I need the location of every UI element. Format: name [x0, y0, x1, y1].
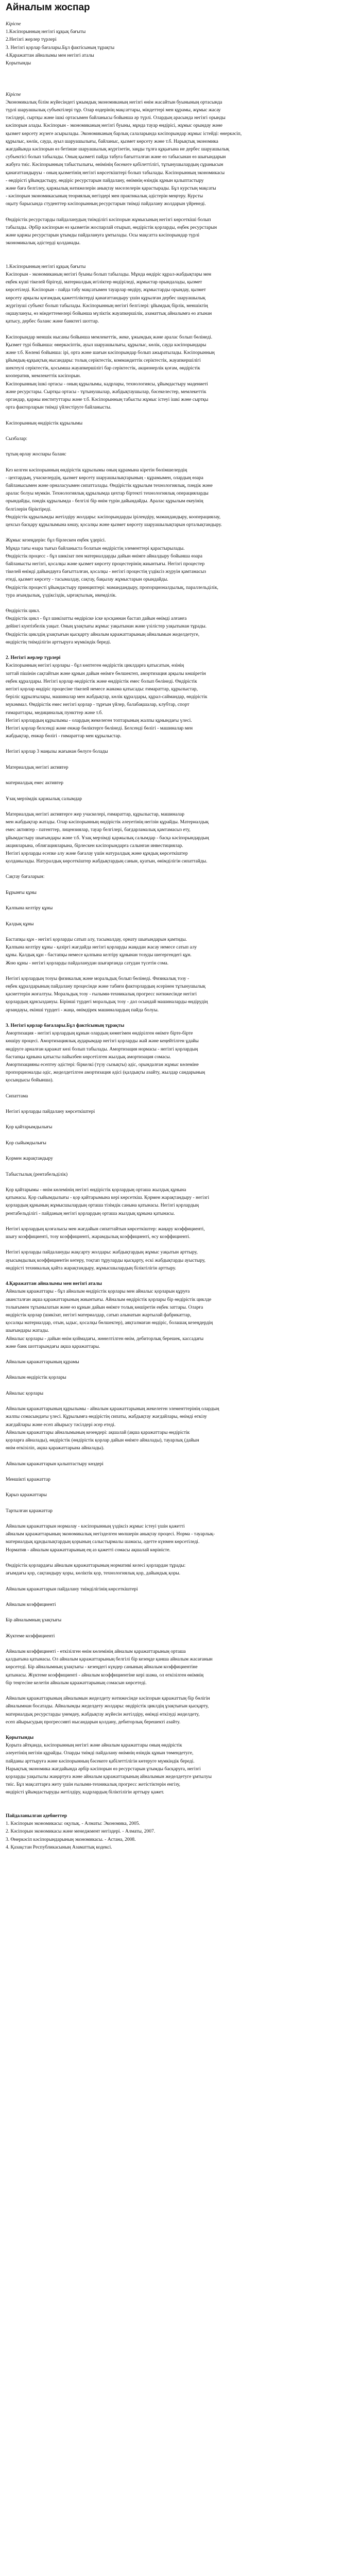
text-line: қатынасы. Қор сыйымдылығы - қор қайтарымына кері көрсеткіш. Қормен жарақтандыру - негізгі: [6, 1195, 210, 1201]
blank-line: [6, 600, 356, 607]
text-line: цехсыз басқару құрылымына көшу, қосалқы және қызмет көрсету шаруашылықтарын орталықтандыру.: [6, 522, 222, 528]
text-line: 4.Қаражаттан айналымы мен негізгі аталы: [6, 53, 94, 58]
text-line: Өндірістік құрылымды жетілдіру жолдары: кәсіпорындарды ірілендіру, мамандандыру, кооперациялау,: [6, 514, 221, 520]
text-line: - өндірісті ұйымдастыру, өндіріс ресурстарын пайдалану, өнімнің өзіндік құнын қалыптастыру: [6, 178, 204, 183]
text-line: емес активтер - патенттер, лицензиялар, тауар белгілері, бағдарламалық қамтамасыз ету,: [6, 827, 191, 833]
text-line: Мұнда тағы өзара тығыз байланыста болатын өндірістің элементтері қарастырылады.: [6, 546, 185, 551]
blank-line: [6, 1382, 356, 1390]
text-line: дейінгі күнтізбелік уақыт. Оның ұзақтығы жұмыс уақытынан және үзілістер уақытынан тұрады.: [6, 624, 207, 630]
text-line: Қарыз қаражаттары: [6, 1493, 47, 1498]
blank-line: [6, 1515, 356, 1523]
text-line: Кез келген кәсіпорынның өндірістік құрылымы оның құрамына кіретін бөлімшелердің: [6, 467, 187, 473]
text-line: аралас болуы мүмкін. Технологиялық құрылымда цехтар біртекті технологиялық операцияларды: [6, 491, 209, 497]
text-line: тура ағындылық, үздіксіздік, ырғақтылық, икемділік.: [6, 592, 117, 598]
text-line: Айналым қаражаттарын пайдалану тиімділігінің көрсеткіштері: [6, 1586, 138, 1592]
text-line: Экономикалық білім жүйесіндегі ұжымдық экономиканың негізгі өнім жасайтын буынының ортасында: [6, 99, 222, 105]
blank-line: [6, 75, 356, 83]
text-line: материалдық құндылықтардың қорының салыстырмалы шамасы, әдетте күнмен көрсетіледі.: [6, 1539, 200, 1545]
text-line: ұйымдық-құқықтық нысандары: толық серіктестік, коммандиттік серіктестік, жауапкершілігі: [6, 358, 201, 364]
text-line: қорларға айналады), өндірістік (өндірістік қорлар дайын өнімге айналады), тауарлық (дайын: [6, 1437, 199, 1443]
text-line: қанағаттандыруы - оның қызметінің негізгі көрсеткіштері болып табылады. Кәсіпорынның экономикасы: [6, 170, 225, 176]
text-line: тиіс. Бұл мақсаттарға жету үшін ғылыми-техникалық прогресс жетістіктерін енгізу,: [6, 1782, 181, 1788]
text-line: 2.Негізгі жерлер түрлері: [6, 37, 57, 43]
text-line: Тартылған қаражаттар: [6, 1508, 53, 1514]
blank-line: [6, 1147, 356, 1155]
blank-line: [6, 866, 356, 873]
text-line: Бастапқы құн - негізгі қорларды сатып алу, тасымалдау, орнату шығындарын қамтиды.: [6, 937, 187, 942]
text-line: Өндірістік процесті ұйымдастыру принциптері: мамандандыру, пропорционалдылық, параллельділік,: [6, 585, 218, 590]
text-line: әлеуетінің негізін құрайды. Оларды тиімді пайдалану өнімнің өзіндік құнын төмендетуге,: [6, 1751, 194, 1756]
text-line: Сипаттама: [6, 1093, 28, 1099]
text-line: мүкәммал. Өндірістік емес негізгі қорлар - тұрғын үйлер, балабақшалар, клубтар, спорт: [6, 702, 190, 708]
text-line: 2. Кәсіпорын экономикасы және менеджмент негіздері. - Алматы, 2007.: [6, 1829, 156, 1835]
text-line: шығындары жатады.: [6, 1328, 49, 1334]
text-line: арзандауы, екінші түрдегі - жаңа, өнімдірек машиналардың пайда болуы.: [6, 1007, 159, 1013]
blank-line: [6, 1624, 356, 1632]
blank-line: [6, 209, 356, 216]
blank-line: [6, 1179, 356, 1187]
text-line: Өндірістік циклдің ұзақтығын қысқарту айналым қаражаттарының айналымын жеделдетуге,: [6, 632, 200, 637]
text-line: көшіру процесі. Амортизациялық аударымдар негізгі қорларды жай және кеңейтілген ұдайы: [6, 1039, 199, 1044]
blank-line: [6, 67, 356, 75]
text-line: Өндірістік процесс - бұл шикізат пен материалдарды дайын өнімге айналдыру бойынша өзара: [6, 553, 203, 559]
blank-line: [6, 1468, 356, 1476]
text-line: орындайды, пәндік құрылымда - белгілі бір өнім түрін дайындайды. Аралас құрылым екеуінің: [6, 499, 203, 504]
blank-line: [6, 882, 356, 889]
blank-line: [6, 1609, 356, 1617]
text-line: Айналым коэффициенті: [6, 1602, 56, 1607]
blank-line: [6, 756, 356, 764]
text-line: Кәсіпорынның ішкі ортасы - оның құрылымы, кадрлары, технологиясы, ұйымдастыру мәдениеті: [6, 381, 208, 387]
blank-line: [6, 912, 356, 920]
text-line: кәсіпорын алады. Кәсіпорын - экономиканың негізгі буыны, мұнда тауар өндірісі, жұмыс орындау және: [6, 123, 222, 129]
text-line: Қор қайтарымдылығы: [6, 1125, 53, 1130]
text-line: Айналым қаражаттарын нормалау - кәсіпорынның үздіксіз жұмыс істеуі үшін қажетті: [6, 1524, 185, 1529]
text-line: қорларды уақытылы жаңартуға және айналым қаражаттарының айналымын жеделдетуге ұмтылуы: [6, 1774, 212, 1780]
text-line: түрлі шаруашылық субъектілері тұр. Олар өздерінің мақсаттары, міндеттері мен құрамы, жұмыс жасау: [6, 108, 221, 113]
text-line: айналымнан босатады. Айналымды жеделдету жолдары: өндірістік циклдің ұзақтығын қысқарту,: [6, 1704, 209, 1709]
text-line: жүргізуші субъект болып табылады. Кәсіпорынның негізгі белгілері: ұйымдық бірлік, меншіктің: [6, 303, 208, 309]
text-line: жағдайында кәсіпорын өз бетінше шаруашылық жүргізетін, заңды тұлға құқығына ие дербес шаруашылық: [6, 147, 230, 152]
text-line: Қор қайтарымы - өнім көлемінің негізгі өндірістік қорлардың орташа жылдық құнына: [6, 1187, 186, 1193]
text-line: еңбек құралдарының пайдалану процесінде және табиғи факторлардың әсерінен тұтынушылық: [6, 984, 206, 990]
blank-line: [6, 1687, 356, 1695]
text-line: Айналым қаражаттарының құрамы: [6, 1360, 79, 1365]
text-line: Өндірістік цикл.: [6, 608, 40, 614]
blank-line: [6, 1163, 356, 1171]
text-line: өндірістік қорлар (шикізат, негізгі материалдар, сатып алынатын жартылай фабрикаттар,: [6, 1312, 192, 1318]
text-line: заттай пішінін сақтайтын және құнын дайын өнімге бөлшектеп, амортизация арқылы көшіретін: [6, 671, 206, 676]
text-line: Жою құны - негізгі қорларды пайдаланудан шығарғанда сатудан түсетін сома.: [6, 960, 169, 966]
text-line: 3. Негізгі қорлар бағалары.Бұл фактісының тұрақты: [6, 45, 115, 50]
blank-line: [6, 787, 356, 795]
blank-line: [6, 740, 356, 748]
text-line: Меншікті қаражаттар: [6, 1477, 50, 1482]
section-heading: Қорытынды: [6, 1735, 34, 1741]
blank-line: [6, 1100, 356, 1108]
text-line: экономикалық әдістерді қолданады.: [6, 241, 81, 246]
text-line: шығу коэффициенті, тозу коэффициенті, жарамдылық коэффициенті, өсу коэффициенті.: [6, 1234, 191, 1240]
text-line: өндірісті техникалық қайта жарақтандыру, жұмысшылардың біліктілігін арттыру.: [6, 1265, 176, 1271]
text-line: қалдығына қатынасы. Ол айналым қаражаттарының белгілі бір кезеңде қанша айналым жасағанын: [6, 1657, 213, 1663]
text-line: Негізгі қорлар белсенді және енжар бөліктерге бөлінеді. Белсенді бөлігі - машиналар мен: [6, 725, 193, 731]
text-line: Негізгі қорлардың тозуы физикалық және моральдық болып бөлінеді. Физикалық тозу -: [6, 976, 190, 981]
text-line: көрсетіледі. Кәсіпорын - пайда табу мақсатымен тауарлар өндіру, жұмыстарды орындау, қызмет: [6, 287, 206, 293]
text-line: Негізгі қорларды пайдалануды жақсарту жолдары: жабдықтардың жұмыс уақытын арттыру,: [6, 1250, 198, 1256]
text-line: Қалпына келтіру құны: [6, 906, 53, 911]
text-line: Қорыта айтқанда, кәсіпорынның негізгі және айналым қаражаттары оның өндірістік: [6, 1743, 182, 1749]
text-line: ағымдағы қор, сақтандыру қоры, көліктік қор, технологиялық қор, дайындық қоры.: [6, 1571, 181, 1577]
text-line: Амортизацияны есептеу әдістері: біркелкі (түзу сызықты) әдіс, орындалған жұмыс көлеміне: [6, 1062, 199, 1067]
blank-line: [6, 83, 356, 91]
text-line: етеді, қызмет көрсету - тасымалдау, сақтау, бақылау жұмыстарын орындайды.: [6, 577, 168, 583]
text-line: мен жабдықтар жатады. Олар кәсіпорынның өндірістік әлеуетінің негізін құрайды. Материалдық: [6, 820, 209, 825]
text-line: Айналым қаражаттары - бұл айналым өндірістік қорлары мен айналыс қорларын құруға: [6, 1289, 190, 1295]
text-line: толығымен тұтынылатын және өз құнын дайын өнімге толық көшіретін еңбек заттары. Оларға: [6, 1304, 203, 1310]
text-line: 3. Өнеркәсіп кәсіпорындарының экономикасы. - Астана, 2008.: [6, 1837, 136, 1842]
blank-line: [6, 247, 356, 255]
text-line: Негізгі қорлардың қозғалысы мен жағдайын сипаттайтын көрсеткіштер: жаңару коэффициенті,: [6, 1226, 205, 1232]
text-line: Кәсіпорынның негізгі қорлары - бұл көптеген өндірістік циклдарға қатысатын, өзінің: [6, 663, 184, 669]
text-line: Бір айналымның ұзақтығы: [6, 1618, 62, 1623]
text-line: 1.Кәсіпорынның негізгі құқық бағыты: [6, 29, 86, 35]
text-line: Қалпына келтіру құны - қазіргі жағдайда негізгі қорларды жаңадан жасау немесе сатып алу: [6, 945, 197, 951]
blank-line: [6, 1366, 356, 1374]
text-line: авансталған ақша қаражаттарының жиынтығы. Айналым өндірістік қорлары бір өндірістік циклде: [6, 1297, 212, 1302]
text-line: Норматив - айналым қаражаттарының ең аз қажетті сомасы ақшалай көріністе.: [6, 1547, 171, 1553]
text-line: Материалдық негізгі активтерге жер учаскелері, ғимараттар, құрылыстар, машиналар: [6, 811, 184, 817]
text-line: көрсетеді. Бір айналымның ұзақтығы - кезеңдегі күндер санының айналым коэффициентіне: [6, 1665, 198, 1670]
blank-line: [6, 1116, 356, 1124]
blank-line: [6, 529, 356, 537]
text-line: оқшаулануы, өз міндеттемелері бойынша мүліктік жауапкершілік, азаматтық айналымға өз атынан: [6, 311, 212, 316]
blank-line: [6, 772, 356, 779]
text-line: Сызбалар:: [6, 436, 27, 442]
text-line: пропорционалды әдіс, жеделдетілген амортизация әдісі (қалдықты азайту, жылдар сандарының: [6, 1070, 205, 1076]
text-line: орта факторларын тиімді үйлестіруге байланысты.: [6, 405, 112, 411]
page-title: Айналым жоспар: [6, 2, 90, 13]
text-line: Негізгі қорлар 3 маңызы жағынан бөлуге болады: [6, 749, 108, 755]
text-line: Айналым коэффициенті - өткізілген өнім көлемінің айналым қаражаттарының орташа: [6, 1649, 186, 1654]
text-line: кооператив, мемлекеттік кәсіпорын.: [6, 374, 81, 379]
blank-line: [6, 928, 356, 936]
text-line: материалдық емес активтер: [6, 781, 63, 786]
text-line: бастапқы құнына қатысты пайызбен көрсетілген жылдық амортизация сомасы.: [6, 1054, 171, 1060]
text-line: акцияларына, облигацияларына, бірлескен кәсіпорындарға салынған инвестициялар.: [6, 843, 183, 849]
document-body: [6, 21, 356, 1852]
text-line: Сақтау бағаларын:: [6, 874, 45, 880]
text-line: Айналым қаражаттарының айналымын жеделдету нәтижесінде кәсіпорын қаражаттың бір бөлігін: [6, 1696, 210, 1702]
text-line: қолданылады. Натуралдық көрсеткіштер жабдықтардың санын, қуатын, өнімділігін сипаттайды.: [6, 859, 208, 865]
text-line: Негізгі қорларды пайдалану көрсеткіштері: [6, 1109, 95, 1115]
blank-line: [6, 897, 356, 905]
text-line: Кіріспе: [6, 92, 21, 97]
text-line: және қаржы ресурстарын ұтымды пайдалануға ұмтылады. Осы мақсатта кәсіпорындар түрлі: [6, 233, 200, 239]
text-line: еңбек құралдары. Негізгі қорлар өндірістік және өндірістік емес болып бөлінеді. Өндірістік: [6, 679, 197, 684]
blank-line: [6, 1726, 356, 1734]
text-line: материалдық ресурстарды үнемдеу, жабдықтау жүйесін жетілдіру, өнімді өткізуді жеделдету,: [6, 1711, 200, 1717]
text-line: пайданы арттыруға және кәсіпорынның бәсекеге қабілеттілігін көтеруге мүмкіндік береді.: [6, 1758, 195, 1764]
section-heading: Пайдаланылған әдебиеттер: [6, 1813, 67, 1819]
text-line: Өндірістік қорлардағы айналым қаражаттарының нормативі келесі қорлардан тұрады:: [6, 1563, 186, 1568]
text-line: қорлардың құнсыздануы. Бірінші түрдегі моральдық тозу - дәл осындай машиналарды өндірудің: [6, 999, 208, 1005]
blank-line: [6, 428, 356, 435]
text-line: Қорытынды: [6, 60, 31, 66]
blank-line: [6, 1014, 356, 1022]
text-line: Өндірістік цикл - бұл шикізатты өндіріске іске қосқаннан бастап дайын өнімді алғанға: [6, 616, 187, 622]
text-line: айналым қаражаттарының экономикалық негізделген мөлшерін анықтау процесі. Норма - тауарлық-: [6, 1532, 215, 1537]
text-line: Негізгі қорларды есепке алу және бағалау үшін натуралдық және құндық көрсеткіштер: [6, 851, 188, 856]
text-line: жабдықтар, енжар бөлігі - ғимараттар мен құрылыстар.: [6, 734, 122, 739]
text-line: Кәсіпорынның өндірістік құрылымы: [6, 420, 83, 426]
blank-line: [6, 1499, 356, 1507]
blank-line: [6, 256, 356, 263]
blank-line: [6, 1578, 356, 1585]
text-line: байланысымен және орналасуымен сипатталады. Өндірістік құрылым технологиялық, пәндік және: [6, 483, 213, 489]
text-line: және ресурстары. Сыртқы ортасы - тұтынушылар, жабдықтаушылар, бәсекелестер, мемлекеттік: [6, 389, 207, 395]
text-line: Айналым өндірістік қорлары: [6, 1375, 66, 1381]
text-line: тікелей өнімді дайындауға бағытталған, қосалқы - негізгі процестің үздіксіз жүруін қамтамасыз: [6, 569, 207, 575]
text-line: - цехтардың, учаскелердің, қызмет көрсету шаруашылықтарының - құрамымен, олардың өзара: [6, 475, 203, 481]
text-line: Табыстылық (рентабельділік): [6, 1172, 68, 1177]
text-line: 1.Кәсіпорынның негізгі құқық бағыты: [6, 264, 86, 269]
text-line: және банк шоттарындағы ақша қаражаттары.: [6, 1344, 100, 1349]
text-line: тәсілдері, сыртқы және ішкі ортасымен байланысы бойынша әр түрлі. Олардың арасында негізгі орынды: [6, 115, 226, 121]
text-line: құны. Қалдық құн - бастапқы немесе қалпына келтіру құнынан тозуды шегергендегі құн.: [6, 953, 192, 958]
text-line: Нарықтық экономика жағдайында әрбір кәсіпорын өз ресурстарын ұтымды басқаруға, негізгі: [6, 1766, 201, 1772]
blank-line: [6, 412, 356, 419]
text-line: Айналым қаражаттарын қалыптастыру көздері: [6, 1461, 104, 1467]
text-line: Айналым қаражаттарының құрылымы - айналым қаражаттарының жекелеген элементтерінің олардың: [6, 1406, 219, 1412]
text-line: 4. Қазақстан Республикасының Азаматтық кодексі.: [6, 1844, 112, 1850]
text-line: бір теңгесіне келетін айналым қаражаттарының сомасын көрсетеді.: [6, 1680, 147, 1686]
blank-line: [6, 1273, 356, 1280]
text-line: Өндірістік ресурстарды пайдаланудың тиімділігі кәсіпорын жұмысының негізгі көрсеткіші болып: [6, 217, 211, 223]
blank-line: [6, 1085, 356, 1093]
text-line: Қормен жарақтандыру: [6, 1156, 53, 1162]
text-line: Айналым қаражаттары айналымының кезеңдері: ақшалай (ақша қаражаттары өндірістік: [6, 1430, 190, 1435]
text-line: Негізгі қорлардың құрылымы - олардың жекелеген топтарының жалпы құнындағы үлесі.: [6, 718, 192, 723]
text-line: Кәсіпорын - экономиканың негізгі буыны болып табылады. Мұнда өндіріс құрал-жабдықтары мен: [6, 272, 212, 277]
text-line: Айналыс қорлары: [6, 1391, 44, 1396]
text-line: субъектісі болып табылады. Оның қызметі пайда табуға бағытталған және өз табысынан өз шығындарын: [6, 155, 226, 160]
text-line: Бұрынғы құны: [6, 890, 37, 895]
text-line: табылады. Әрбір кәсіпорын өз қызметін жоспарлай отырып, өндірістік қорларды, еңбек ресурстарын: [6, 225, 217, 230]
blank-line: [6, 1640, 356, 1648]
text-line: қорлардың құнының жұмысшылардың орташа тізімдік санына қатынасы. Негізгі қорлардың: [6, 1203, 199, 1209]
blank-line: [6, 1594, 356, 1601]
text-line: жағдайлары және есеп айырысу тәсілдері әсер етеді.: [6, 1422, 116, 1428]
text-line: оқыту барысында студенттер кәсіпорынның ресурстарын тиімді пайдалану жолдарын үйренеді.: [6, 201, 206, 207]
section-heading: 3. Негізгі қорлар бағалары.Бұл фактісының тұрақты: [6, 1023, 125, 1028]
text-line: ауысымдылық коэффициентін көтеру, тоқтап тұруларды қысқарту, ескі жабдықтарды ауыстыру,: [6, 1258, 205, 1263]
blank-line: [6, 443, 356, 451]
text-line: өндірістің тиімділігін арттыруға мүмкіндік береді.: [6, 639, 111, 645]
text-line: қосалқы материалдар, отын, ыдыс, қосалқы бөлшектер), аяқталмаған өндіріс, болашақ кезеңдердің: [6, 1320, 213, 1326]
blank-line: [6, 647, 356, 654]
text-line: қатысу, дербес баланс және банктегі шоттар.: [6, 319, 99, 325]
blank-line: [6, 1452, 356, 1460]
text-line: өнім өткізіліп, ақша қаражаттарына айналады).: [6, 1446, 105, 1451]
text-line: Кәсіпорындар меншік нысаны бойынша мемлекеттік, жеке, ұжымдық және аралас болып бөлінеді.: [6, 334, 213, 340]
text-line: Материалдық негізгі активтер: [6, 765, 68, 770]
text-line: белгілерін біріктіреді.: [6, 506, 51, 512]
blank-line: [6, 459, 356, 467]
text-line: 1. Кәсіпорын экономикасы: оқулық. - Алматы: Экономика, 2005.: [6, 1821, 140, 1827]
text-line: есеп айырысудың прогрессивті нысандарын қолдану, дебиторлық берешекті азайту.: [6, 1719, 181, 1725]
section-heading: 2. Негізгі жерлер түрлері: [6, 655, 61, 661]
text-line: Ұзақ мерзімдік қаржылық салымдар: [6, 796, 82, 802]
text-line: беріліс құрылғылары, машиналар мен жабдықтар, көлік құралдары, құрал-саймандар, өндірістік: [6, 694, 208, 700]
text-line: құрылыс, көлік, сауда, ауыл шаруашылығы, байланыс, қызмет көрсету және т.б. Нарықтық экономика: [6, 139, 218, 144]
text-line: қасиеттерін жоғалтуы. Моральдық тозу - ғылыми-техникалық прогресс нәтижесінде негізгі: [6, 992, 197, 997]
blank-line: [6, 1484, 356, 1492]
text-line: қосындысы бойынша).: [6, 1078, 54, 1083]
text-line: байланысты негізгі, қосалқы және қызмет көрсету процестерінің жиынтығы. Негізгі процестер: [6, 561, 205, 567]
text-line: жабуға тиіс. Кәсіпорынның табыстылығы, өнімінің бәсекеге қабілеттілігі, тұтынушылардың сұранысын: [6, 162, 224, 168]
blank-line: [6, 1554, 356, 1562]
text-line: өндіруге арналған қаражат көзі болып табылады. Амортизация нормасы - негізгі қорлардың: [6, 1046, 198, 1052]
text-line: Қызмет түрі бойынша: өнеркәсіптік, ауыл шаруашылығы, құрылыс, көлік, сауда кәсіпорындары: [6, 342, 207, 348]
text-line: - кәсіпорын экономикасының теориялық негіздері мен практикалық әдістерін меңгеру. Курсты: [6, 194, 203, 199]
text-line: қатынасы. Жүктеме коэффициенті - айналым коэффициентіне кері шама, ол өткізілген өнімнің: [6, 1672, 204, 1678]
blank-line: [6, 803, 356, 811]
text-line: еңбек күші тікелей бірігеді, материалдық игіліктер өндіріледі, жұмыстар орындалады, қызмет: [6, 280, 202, 285]
section-heading: 4.Қаражаттан айналымы мен негізгі аталы: [6, 1281, 102, 1287]
blank-line: [6, 1398, 356, 1405]
text-line: Жұмыс кезеңдерін: бұл бірлескен еңбек үдерісі.: [6, 538, 106, 544]
text-line: ұйымдастыру шығындары және т.б. Ұзақ мерзімді қаржылық салымдар - басқа кәсіпорындардың: [6, 835, 209, 841]
text-line: қызмет көрсету жүзеге асырылады. Экономиканың барлық салаларында кәсіпорындар жұмыс істейді: өнеркәсіп,: [6, 131, 242, 137]
text-line: жалпы сомасындағы үлесі. Құрылымға өндірістің сипаты, жабдықтау жағдайлары, өнімді өткізу: [6, 1414, 207, 1420]
text-line: шектеулі серіктестік, қосымша жауапкершілігі бар серіктестік, акционерлік қоғам, өндірістік: [6, 366, 200, 371]
text-line: және баға белгілеу, қаржылық нәтижелерін анықтау мәселелерін қарастырады. Бұл курстың мақсаты: [6, 185, 216, 191]
text-line: Қор сыйымдылығы: [6, 1140, 46, 1146]
blank-line: [6, 968, 356, 975]
text-line: Кіріспе: [6, 22, 21, 27]
text-line: Амортизация - негізгі қорлардың құнын олардың көмегімен өндірілген өнімге бірте-бірте: [6, 1031, 193, 1037]
text-line: және т.б. Көлемі бойынша: ірі, орта және шағын кәсіпорындар болып ажыратылады. Кәсіпорынның: [6, 350, 215, 355]
text-line: Қалдық құны: [6, 921, 34, 927]
blank-line: [6, 1797, 356, 1805]
text-line: органдар, қаржы институттары және т.б. Кәсіпорынның табысты жұмыс істеуі ішкі және сыртқы: [6, 397, 209, 402]
blank-line: [6, 1241, 356, 1249]
text-line: ғимараттары, медициналық пункттер және т.б.: [6, 710, 103, 716]
text-line: тұтың өрлау жоспары баланс: [6, 452, 66, 457]
text-line: көрсету арқылы қоғамдық қажеттіліктерді қанағаттандыру үшін құрылған дербес шаруашылық: [6, 295, 205, 301]
text-line: негізгі қорлар өндіріс процесіне тікелей немесе жанама қатысады: ғимараттар, құрылыстар,: [6, 686, 198, 692]
blank-line: [6, 1351, 356, 1359]
text-line: Жүктеме коэффициенті: [6, 1633, 55, 1639]
text-line: өндірісті ұйымдастыруды жетілдіру, кадрлардың біліктілігін арттыру қажет.: [6, 1790, 164, 1795]
blank-line: [6, 1218, 356, 1226]
blank-line: [6, 1132, 356, 1140]
blank-line: [6, 326, 356, 333]
blank-line: [6, 1805, 356, 1812]
text-line: рентабельділігі - пайданың негізгі қорлардың орташа жылдық құнына қатынасы.: [6, 1211, 175, 1216]
text-line: Айналыс қорлары - дайын өнім қоймадағы, жөнелтілген өнім, дебиторлық берешек, кассадағы: [6, 1336, 204, 1342]
